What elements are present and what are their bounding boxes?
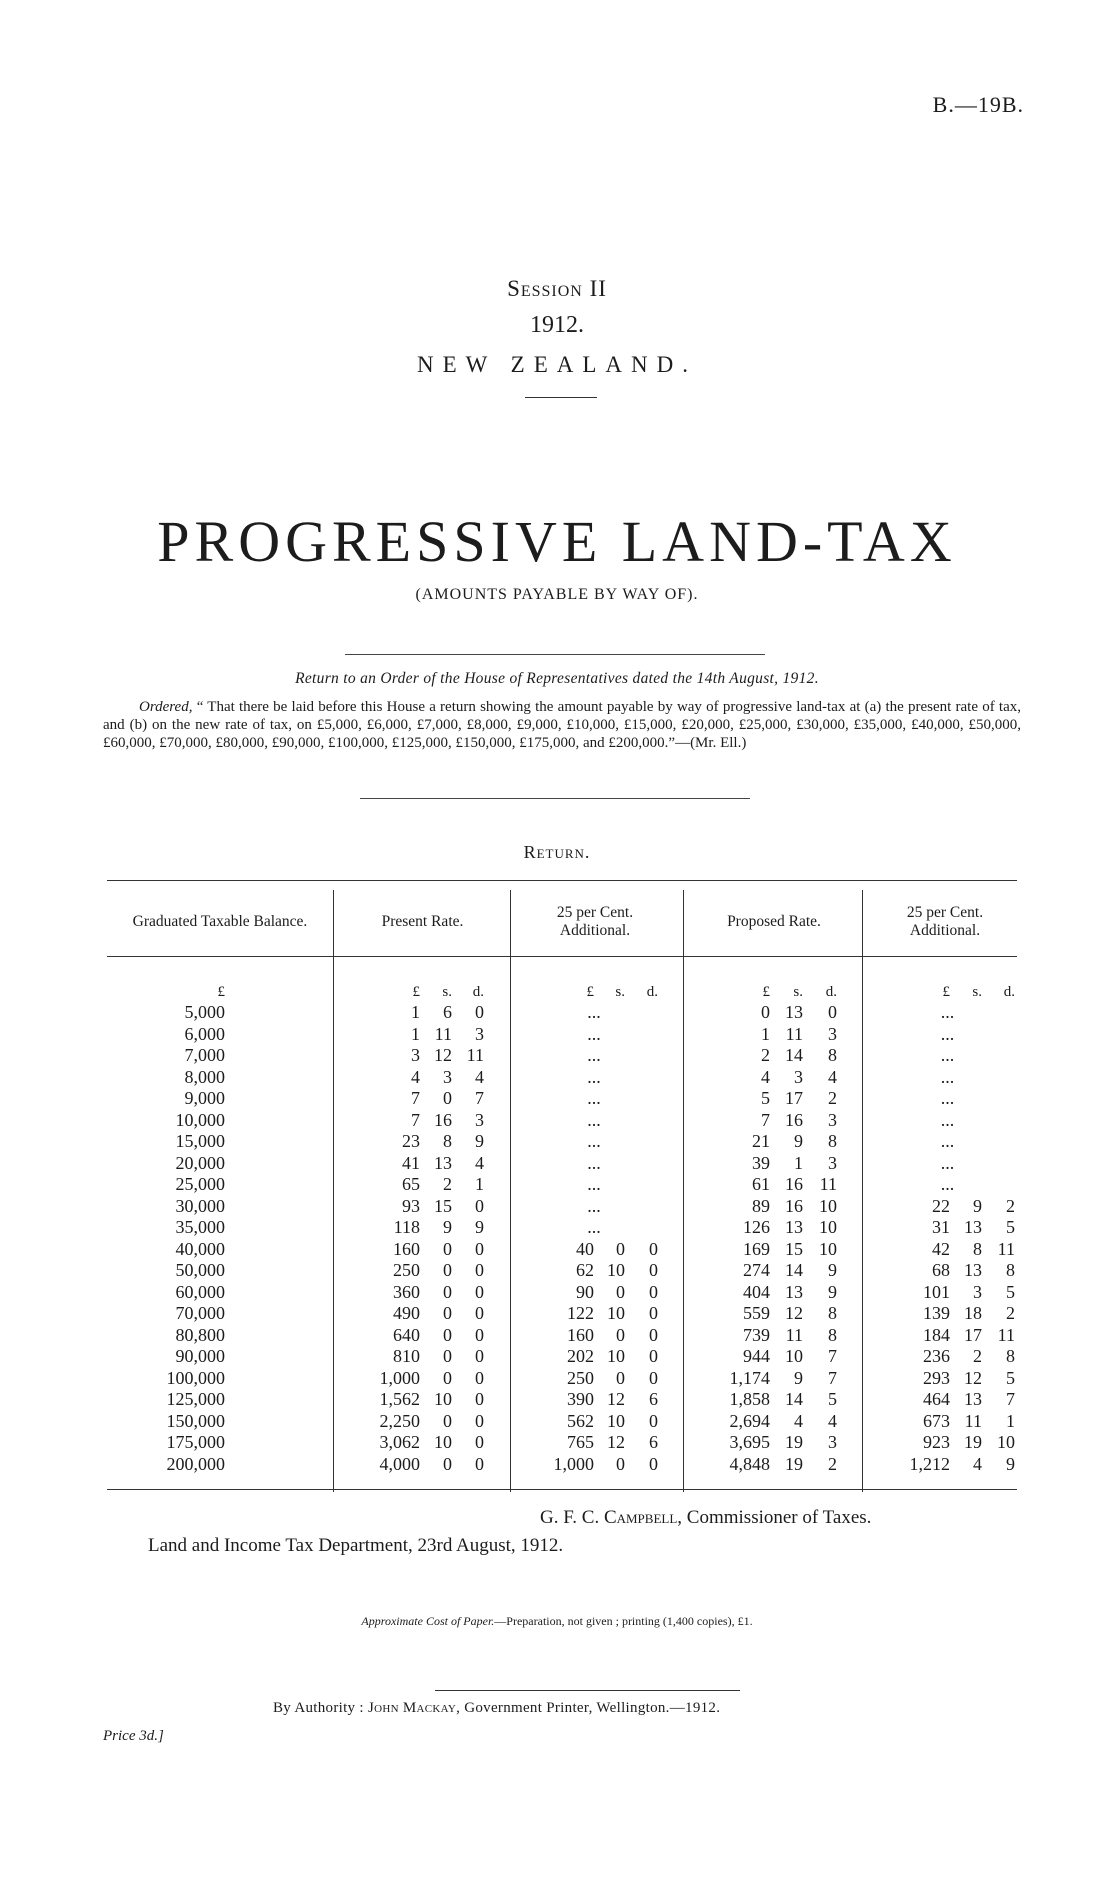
proposed-pounds-cell: 1 — [761, 1023, 770, 1044]
add1-pounds-cell: 562 — [567, 1410, 594, 1431]
proposed-shillings-cell: 13 — [785, 1217, 803, 1237]
present-shillings-cell: 0 — [443, 1260, 452, 1280]
balance-cell: 7,000 — [184, 1045, 225, 1065]
add1-empty-cell: ... — [587, 1045, 601, 1065]
present-shillings-cell: 11 — [434, 1023, 452, 1044]
proposed-pence-cell: 3 — [828, 1432, 837, 1452]
proposed-pounds-cell: 1,858 — [729, 1389, 770, 1409]
add2-pence-cell: 7 — [1006, 1389, 1015, 1409]
proposed-shillings-cell: 13 — [785, 1002, 803, 1022]
unit-pounds: £ — [412, 984, 420, 1000]
balance-cell: 9,000 — [184, 1088, 225, 1108]
present-shillings-cell: 15 — [434, 1195, 452, 1216]
proposed-pounds-cell: 3,695 — [729, 1432, 770, 1452]
balance-cell: 5,000 — [184, 1002, 225, 1022]
add2-pounds-cell: 1,212 — [909, 1453, 950, 1474]
balance-cell: 35,000 — [175, 1217, 225, 1237]
present-pounds-cell: 41 — [402, 1152, 420, 1173]
proposed-shillings-cell: 14 — [785, 1389, 803, 1409]
present-pence-cell: 0 — [475, 1453, 484, 1474]
add1-empty-cell: ... — [587, 1066, 601, 1087]
add2-shillings-cell: 2 — [973, 1346, 982, 1366]
add2-pounds-cell: 31 — [932, 1217, 950, 1237]
present-pounds-cell: 1 — [411, 1023, 420, 1044]
cost-text: —Preparation, not given ; printing (1,400 copies), £1. — [494, 1614, 753, 1628]
add2-pounds-cell: 923 — [923, 1432, 950, 1452]
present-pence-cell: 3 — [475, 1109, 484, 1130]
add2-pence-cell: 8 — [1006, 1346, 1015, 1366]
present-pounds-cell: 93 — [402, 1195, 420, 1216]
add1-shillings-cell: 10 — [607, 1346, 625, 1366]
proposed-pence-cell: 4 — [828, 1410, 837, 1431]
present-shillings-cell: 0 — [443, 1410, 452, 1431]
add1-shillings-cell: 0 — [616, 1281, 625, 1302]
add1-empty-cell: ... — [587, 1088, 601, 1108]
proposed-pence-cell: 0 — [828, 1002, 837, 1022]
proposed-pence-cell: 7 — [828, 1346, 837, 1366]
balance-cell: 80,800 — [175, 1324, 225, 1345]
add2-shillings-cell: 12 — [964, 1367, 982, 1388]
column-divider — [333, 890, 334, 1492]
present-shillings-cell: 8 — [443, 1131, 452, 1151]
add2-pounds-cell: 42 — [932, 1238, 950, 1259]
present-pounds-cell: 810 — [393, 1346, 420, 1366]
add1-shillings-cell: 12 — [607, 1432, 625, 1452]
header-proposed-rate: Proposed Rate. — [727, 913, 821, 930]
present-pounds-cell: 1,000 — [379, 1367, 420, 1388]
session-label: Session II — [507, 276, 607, 301]
present-pence-cell: 0 — [475, 1303, 484, 1323]
paper-reference: B.—19B. — [932, 92, 1024, 117]
add1-empty-cell: ... — [587, 1002, 601, 1022]
present-pence-cell: 3 — [475, 1023, 484, 1044]
present-pence-cell: 0 — [475, 1346, 484, 1366]
document-subtitle: (AMOUNTS PAYABLE BY WAY OF). — [415, 586, 699, 603]
column-divider — [510, 890, 511, 1492]
present-pence-cell: 4 — [475, 1066, 484, 1087]
add2-empty-cell: ... — [940, 1131, 955, 1151]
proposed-pounds-cell: 39 — [752, 1152, 770, 1173]
add2-pence-cell: 8 — [1006, 1260, 1015, 1280]
present-pounds-cell: 4,000 — [379, 1453, 420, 1474]
add1-pounds-cell: 160 — [567, 1324, 594, 1345]
cost-label: Approximate Cost of Paper. — [361, 1614, 495, 1628]
add1-empty-cell: ... — [587, 1174, 601, 1194]
add2-shillings-cell: 11 — [964, 1410, 982, 1431]
proposed-pounds-cell: 4,848 — [729, 1453, 770, 1474]
proposed-shillings-cell: 11 — [785, 1324, 803, 1345]
add2-pounds-cell: 184 — [923, 1324, 950, 1345]
divider-rule — [345, 654, 765, 655]
proposed-shillings-cell: 11 — [785, 1023, 803, 1044]
present-pounds-cell: 23 — [402, 1131, 420, 1151]
add1-empty-cell: ... — [587, 1109, 601, 1130]
present-pence-cell: 0 — [475, 1324, 484, 1345]
present-shillings-cell: 3 — [443, 1066, 452, 1087]
add1-pounds-cell: 390 — [567, 1389, 594, 1409]
add1-shillings-cell: 0 — [616, 1324, 625, 1345]
present-shillings-cell: 9 — [443, 1217, 452, 1237]
unit-pence: d. — [1003, 984, 1015, 1000]
proposed-pence-cell: 8 — [828, 1324, 837, 1345]
proposed-pence-cell: 8 — [828, 1131, 837, 1151]
proposed-pence-cell: 3 — [828, 1152, 837, 1173]
unit-pence: d. — [472, 984, 484, 1000]
balance-cell: 30,000 — [175, 1195, 225, 1216]
add1-empty-cell: ... — [587, 1131, 601, 1151]
present-pence-cell: 9 — [475, 1217, 484, 1237]
proposed-pounds-cell: 944 — [743, 1346, 770, 1366]
add1-pounds-cell: 202 — [567, 1346, 594, 1366]
add2-shillings-cell: 18 — [964, 1303, 982, 1323]
proposed-pounds-cell: 2 — [761, 1045, 770, 1065]
proposed-shillings-cell: 13 — [785, 1281, 803, 1302]
add1-pence-cell: 0 — [649, 1410, 658, 1431]
balance-cell: 90,000 — [175, 1346, 225, 1366]
header-balance: Graduated Taxable Balance. — [132, 913, 308, 930]
proposed-pence-cell: 10 — [819, 1217, 837, 1237]
table-top-rule — [107, 880, 1017, 881]
add2-pence-cell: 9 — [1006, 1453, 1015, 1474]
present-pounds-cell: 118 — [393, 1217, 420, 1237]
return-heading: Return. — [523, 842, 591, 862]
present-pounds-cell: 65 — [402, 1174, 420, 1194]
present-shillings-cell: 6 — [443, 1002, 452, 1022]
present-pence-cell: 7 — [475, 1088, 484, 1108]
header-rule — [525, 397, 597, 398]
unit-shillings: s. — [793, 984, 803, 1000]
department-line: Land and Income Tax Department, 23rd August, 1912. — [148, 1535, 564, 1556]
present-shillings-cell: 10 — [434, 1389, 452, 1409]
add2-shillings-cell: 13 — [964, 1389, 982, 1409]
balance-cell: 6,000 — [184, 1023, 225, 1044]
add2-pounds-cell: 22 — [932, 1195, 950, 1216]
proposed-shillings-cell: 9 — [794, 1131, 803, 1151]
add1-empty-cell: ... — [587, 1195, 601, 1216]
table-bottom-rule — [107, 1489, 1017, 1490]
present-pence-cell: 0 — [475, 1281, 484, 1302]
header-present-rate: Present Rate. — [381, 913, 464, 930]
present-pence-cell: 0 — [475, 1238, 484, 1259]
balance-cell: 15,000 — [175, 1131, 225, 1151]
proposed-shillings-cell: 14 — [785, 1260, 803, 1280]
present-shillings-cell: 0 — [443, 1238, 452, 1259]
present-pounds-cell: 360 — [393, 1281, 420, 1302]
present-shillings-cell: 0 — [443, 1281, 452, 1302]
proposed-pounds-cell: 4 — [761, 1066, 770, 1087]
present-shillings-cell: 0 — [443, 1324, 452, 1345]
add1-pence-cell: 0 — [649, 1453, 658, 1474]
add1-pounds-cell: 1,000 — [553, 1453, 594, 1474]
add2-shillings-cell: 17 — [964, 1324, 982, 1345]
proposed-pounds-cell: 404 — [743, 1281, 770, 1302]
add1-empty-cell: ... — [587, 1217, 601, 1237]
proposed-pence-cell: 3 — [828, 1023, 837, 1044]
proposed-pounds-cell: 2,694 — [729, 1410, 770, 1431]
add2-shillings-cell: 8 — [973, 1238, 982, 1259]
present-pounds-cell: 3 — [411, 1045, 420, 1065]
add1-pounds-cell: 90 — [576, 1281, 594, 1302]
present-shillings-cell: 0 — [443, 1367, 452, 1388]
divider-rule — [360, 798, 750, 799]
proposed-pence-cell: 10 — [819, 1238, 837, 1259]
add2-pounds-cell: 101 — [923, 1281, 950, 1302]
present-shillings-cell: 0 — [443, 1453, 452, 1474]
present-pence-cell: 11 — [466, 1045, 484, 1065]
present-shillings-cell: 2 — [443, 1174, 452, 1194]
add1-shillings-cell: 10 — [607, 1260, 625, 1280]
add2-shillings-cell: 13 — [964, 1217, 982, 1237]
add1-pence-cell: 0 — [649, 1281, 658, 1302]
present-shillings-cell: 0 — [443, 1346, 452, 1366]
proposed-pounds-cell: 61 — [752, 1174, 770, 1194]
add2-pence-cell: 5 — [1006, 1367, 1015, 1388]
present-pounds-cell: 160 — [393, 1238, 420, 1259]
present-pence-cell: 4 — [475, 1152, 484, 1173]
proposed-pounds-cell: 169 — [743, 1238, 770, 1259]
present-pence-cell: 0 — [475, 1410, 484, 1431]
add2-pence-cell: 2 — [1006, 1303, 1015, 1323]
present-pounds-cell: 4 — [411, 1066, 420, 1087]
present-pounds-cell: 490 — [393, 1303, 420, 1323]
proposed-shillings-cell: 16 — [785, 1109, 803, 1130]
present-pence-cell: 9 — [475, 1131, 484, 1151]
add2-shillings-cell: 19 — [964, 1432, 982, 1452]
add1-pounds-cell: 765 — [567, 1432, 594, 1452]
add2-shillings-cell: 4 — [973, 1453, 982, 1474]
add2-pounds-cell: 236 — [923, 1346, 950, 1366]
present-pounds-cell: 7 — [411, 1088, 420, 1108]
balance-cell: 200,000 — [166, 1453, 225, 1474]
balance-cell: 40,000 — [175, 1238, 225, 1259]
proposed-pence-cell: 11 — [819, 1174, 837, 1194]
proposed-pounds-cell: 126 — [743, 1217, 770, 1237]
proposed-pence-cell: 8 — [828, 1045, 837, 1065]
proposed-shillings-cell: 14 — [785, 1045, 803, 1065]
present-pounds-cell: 250 — [393, 1260, 420, 1280]
present-pounds-cell: 3,062 — [379, 1432, 420, 1452]
add2-empty-cell: ... — [940, 1109, 955, 1130]
balance-cell: 60,000 — [175, 1281, 225, 1302]
proposed-pounds-cell: 89 — [752, 1195, 770, 1216]
cost-note — [0, 1614, 1114, 1629]
present-pence-cell: 0 — [475, 1367, 484, 1388]
add2-pounds-cell: 68 — [932, 1260, 950, 1280]
add2-shillings-cell: 3 — [973, 1281, 982, 1302]
balance-cell: 20,000 — [175, 1152, 225, 1173]
add2-pence-cell: 10 — [997, 1432, 1015, 1452]
add2-pounds-cell: 673 — [923, 1410, 950, 1431]
add2-shillings-cell: 9 — [973, 1195, 982, 1216]
add1-pence-cell: 0 — [649, 1238, 658, 1259]
add1-pence-cell: 6 — [649, 1432, 658, 1452]
printer-name: John Mackay, — [367, 1700, 461, 1716]
divider-rule — [435, 1690, 740, 1691]
add1-shillings-cell: 0 — [616, 1238, 625, 1259]
present-pence-cell: 0 — [475, 1389, 484, 1409]
ordered-text: “ That there be laid before this House a return showing the amount payable by way of progressive land-tax at (a) the present rate of tax, and (b) on the new rate of tax, on £5,000, £6,000, £7,000, £8,000, £9,000, £10,000, £15,000, £20,000, £25,000, £30,000, £35,000, £40,000, £50,000, £60,000, £70,000, £80,000, £90,000, £100,000, £125,000, £150,000, £175,000, and £200,000.”—(Mr. Ell.) — [103, 699, 1021, 751]
unit-pence: d. — [825, 984, 837, 1000]
signer-role: Commissioner of Taxes. — [686, 1507, 872, 1528]
add1-pounds-cell: 40 — [576, 1238, 594, 1259]
add1-empty-cell: ... — [587, 1023, 601, 1044]
add1-pence-cell: 0 — [649, 1303, 658, 1323]
proposed-pence-cell: 4 — [828, 1066, 837, 1087]
balance-cell: 70,000 — [175, 1303, 225, 1323]
ordered-paragraph — [103, 698, 1021, 752]
unit-pounds: £ — [942, 984, 950, 1000]
signer-name: G. F. C. Campbell, — [540, 1507, 683, 1528]
proposed-shillings-cell: 1 — [794, 1152, 803, 1173]
authority-suffix: Government Printer, Wellington.—1912. — [464, 1700, 721, 1716]
unit-shillings: s. — [442, 984, 452, 1000]
present-shillings-cell: 0 — [443, 1303, 452, 1323]
add1-pounds-cell: 250 — [567, 1367, 594, 1388]
balance-cell: 175,000 — [166, 1432, 225, 1452]
signature-line — [540, 1507, 871, 1529]
proposed-shillings-cell: 19 — [785, 1453, 803, 1474]
column-divider — [862, 890, 863, 1492]
proposed-shillings-cell: 19 — [785, 1432, 803, 1452]
proposed-pounds-cell: 559 — [743, 1303, 770, 1323]
add2-pounds-cell: 293 — [923, 1367, 950, 1388]
proposed-shillings-cell: 4 — [794, 1410, 803, 1431]
proposed-pounds-cell: 0 — [761, 1002, 770, 1022]
proposed-pence-cell: 2 — [828, 1453, 837, 1474]
authority-line — [273, 1700, 720, 1717]
proposed-shillings-cell: 16 — [785, 1174, 803, 1194]
present-pounds-cell: 640 — [393, 1324, 420, 1345]
document-title: PROGRESSIVE LAND-TAX — [157, 509, 957, 574]
proposed-pence-cell: 9 — [828, 1281, 837, 1302]
balance-cell: 8,000 — [184, 1066, 225, 1087]
proposed-pence-cell: 8 — [828, 1303, 837, 1323]
balance-cell: 125,000 — [166, 1389, 225, 1409]
add2-pounds-cell: 464 — [923, 1389, 950, 1409]
add1-shillings-cell: 10 — [607, 1303, 625, 1323]
proposed-shillings-cell: 16 — [785, 1195, 803, 1216]
add2-pence-cell: 11 — [997, 1324, 1015, 1345]
add1-pence-cell: 0 — [649, 1346, 658, 1366]
present-shillings-cell: 13 — [434, 1152, 452, 1173]
proposed-pounds-cell: 5 — [761, 1088, 770, 1108]
header-additional-present: 25 per Cent. Additional. — [556, 904, 634, 939]
header-additional-proposed: 25 per Cent. Additional. — [906, 904, 984, 939]
proposed-pence-cell: 9 — [828, 1260, 837, 1280]
unit-pounds: £ — [586, 984, 594, 1000]
add2-pence-cell: 2 — [1006, 1195, 1015, 1216]
unit-pounds: £ — [217, 984, 225, 1000]
present-pounds-cell: 2,250 — [379, 1410, 420, 1431]
add2-shillings-cell: 13 — [964, 1260, 982, 1280]
proposed-pence-cell: 3 — [828, 1109, 837, 1130]
add1-shillings-cell: 0 — [616, 1453, 625, 1474]
proposed-shillings-cell: 10 — [785, 1346, 803, 1366]
proposed-pence-cell: 2 — [828, 1088, 837, 1108]
present-shillings-cell: 10 — [434, 1432, 452, 1452]
add2-empty-cell: ... — [940, 1045, 955, 1065]
proposed-pounds-cell: 7 — [761, 1109, 770, 1130]
balance-cell: 10,000 — [175, 1109, 225, 1130]
add1-pence-cell: 0 — [649, 1367, 658, 1388]
present-pounds-cell: 7 — [411, 1109, 420, 1130]
proposed-shillings-cell: 12 — [785, 1303, 803, 1323]
return-order-line: Return to an Order of the House of Representatives dated the 14th August, 1912. — [295, 670, 819, 687]
present-shillings-cell: 16 — [434, 1109, 452, 1130]
year-label: 1912. — [530, 312, 584, 338]
present-shillings-cell: 0 — [443, 1088, 452, 1108]
unit-pounds: £ — [762, 984, 770, 1000]
present-pence-cell: 0 — [475, 1002, 484, 1022]
header-separator-rule — [107, 956, 1017, 957]
proposed-shillings-cell: 15 — [785, 1238, 803, 1259]
unit-shillings: s. — [615, 984, 625, 1000]
present-pounds-cell: 1,562 — [379, 1389, 420, 1409]
authority-prefix: By Authority : — [273, 1700, 364, 1716]
column-divider — [683, 890, 684, 1492]
unit-shillings: s. — [972, 984, 982, 1000]
country-label: NEW ZEALAND. — [416, 352, 698, 377]
ordered-word: Ordered, — [139, 699, 193, 715]
present-shillings-cell: 12 — [434, 1045, 452, 1065]
add2-empty-cell: ... — [940, 1023, 955, 1044]
add2-empty-cell: ... — [940, 1088, 955, 1108]
present-pence-cell: 0 — [475, 1432, 484, 1452]
proposed-pence-cell: 5 — [828, 1389, 837, 1409]
proposed-shillings-cell: 9 — [794, 1367, 803, 1388]
add2-empty-cell: ... — [940, 1174, 955, 1194]
add2-pence-cell: 11 — [997, 1238, 1015, 1259]
price-note: Price 3d.] — [103, 1728, 164, 1744]
add1-pence-cell: 0 — [649, 1324, 658, 1345]
add2-pence-cell: 5 — [1006, 1217, 1015, 1237]
balance-cell: 50,000 — [175, 1260, 225, 1280]
add1-pounds-cell: 122 — [567, 1303, 594, 1323]
add2-pence-cell: 1 — [1006, 1410, 1015, 1431]
proposed-pounds-cell: 739 — [743, 1324, 770, 1345]
add2-empty-cell: ... — [940, 1002, 955, 1022]
present-pence-cell: 0 — [475, 1260, 484, 1280]
proposed-pence-cell: 10 — [819, 1195, 837, 1216]
add2-pence-cell: 5 — [1006, 1281, 1015, 1302]
proposed-pounds-cell: 21 — [752, 1131, 770, 1151]
proposed-pounds-cell: 1,174 — [729, 1367, 770, 1388]
proposed-pounds-cell: 274 — [743, 1260, 770, 1280]
add1-shillings-cell: 12 — [607, 1389, 625, 1409]
add2-empty-cell: ... — [940, 1066, 955, 1087]
add1-pence-cell: 6 — [649, 1389, 658, 1409]
present-pence-cell: 1 — [475, 1174, 484, 1194]
add2-empty-cell: ... — [940, 1152, 955, 1173]
add1-empty-cell: ... — [587, 1152, 601, 1173]
add2-pounds-cell: 139 — [923, 1303, 950, 1323]
present-pounds-cell: 1 — [411, 1002, 420, 1022]
add1-pence-cell: 0 — [649, 1260, 658, 1280]
proposed-shillings-cell: 17 — [785, 1088, 803, 1108]
unit-pence: d. — [646, 984, 658, 1000]
balance-cell: 150,000 — [166, 1410, 225, 1431]
balance-cell: 25,000 — [175, 1174, 225, 1194]
proposed-pence-cell: 7 — [828, 1367, 837, 1388]
balance-cell: 100,000 — [166, 1367, 225, 1388]
add1-shillings-cell: 10 — [607, 1410, 625, 1431]
add1-shillings-cell: 0 — [616, 1367, 625, 1388]
add1-pounds-cell: 62 — [576, 1260, 594, 1280]
present-pence-cell: 0 — [475, 1195, 484, 1216]
proposed-shillings-cell: 3 — [794, 1066, 803, 1087]
